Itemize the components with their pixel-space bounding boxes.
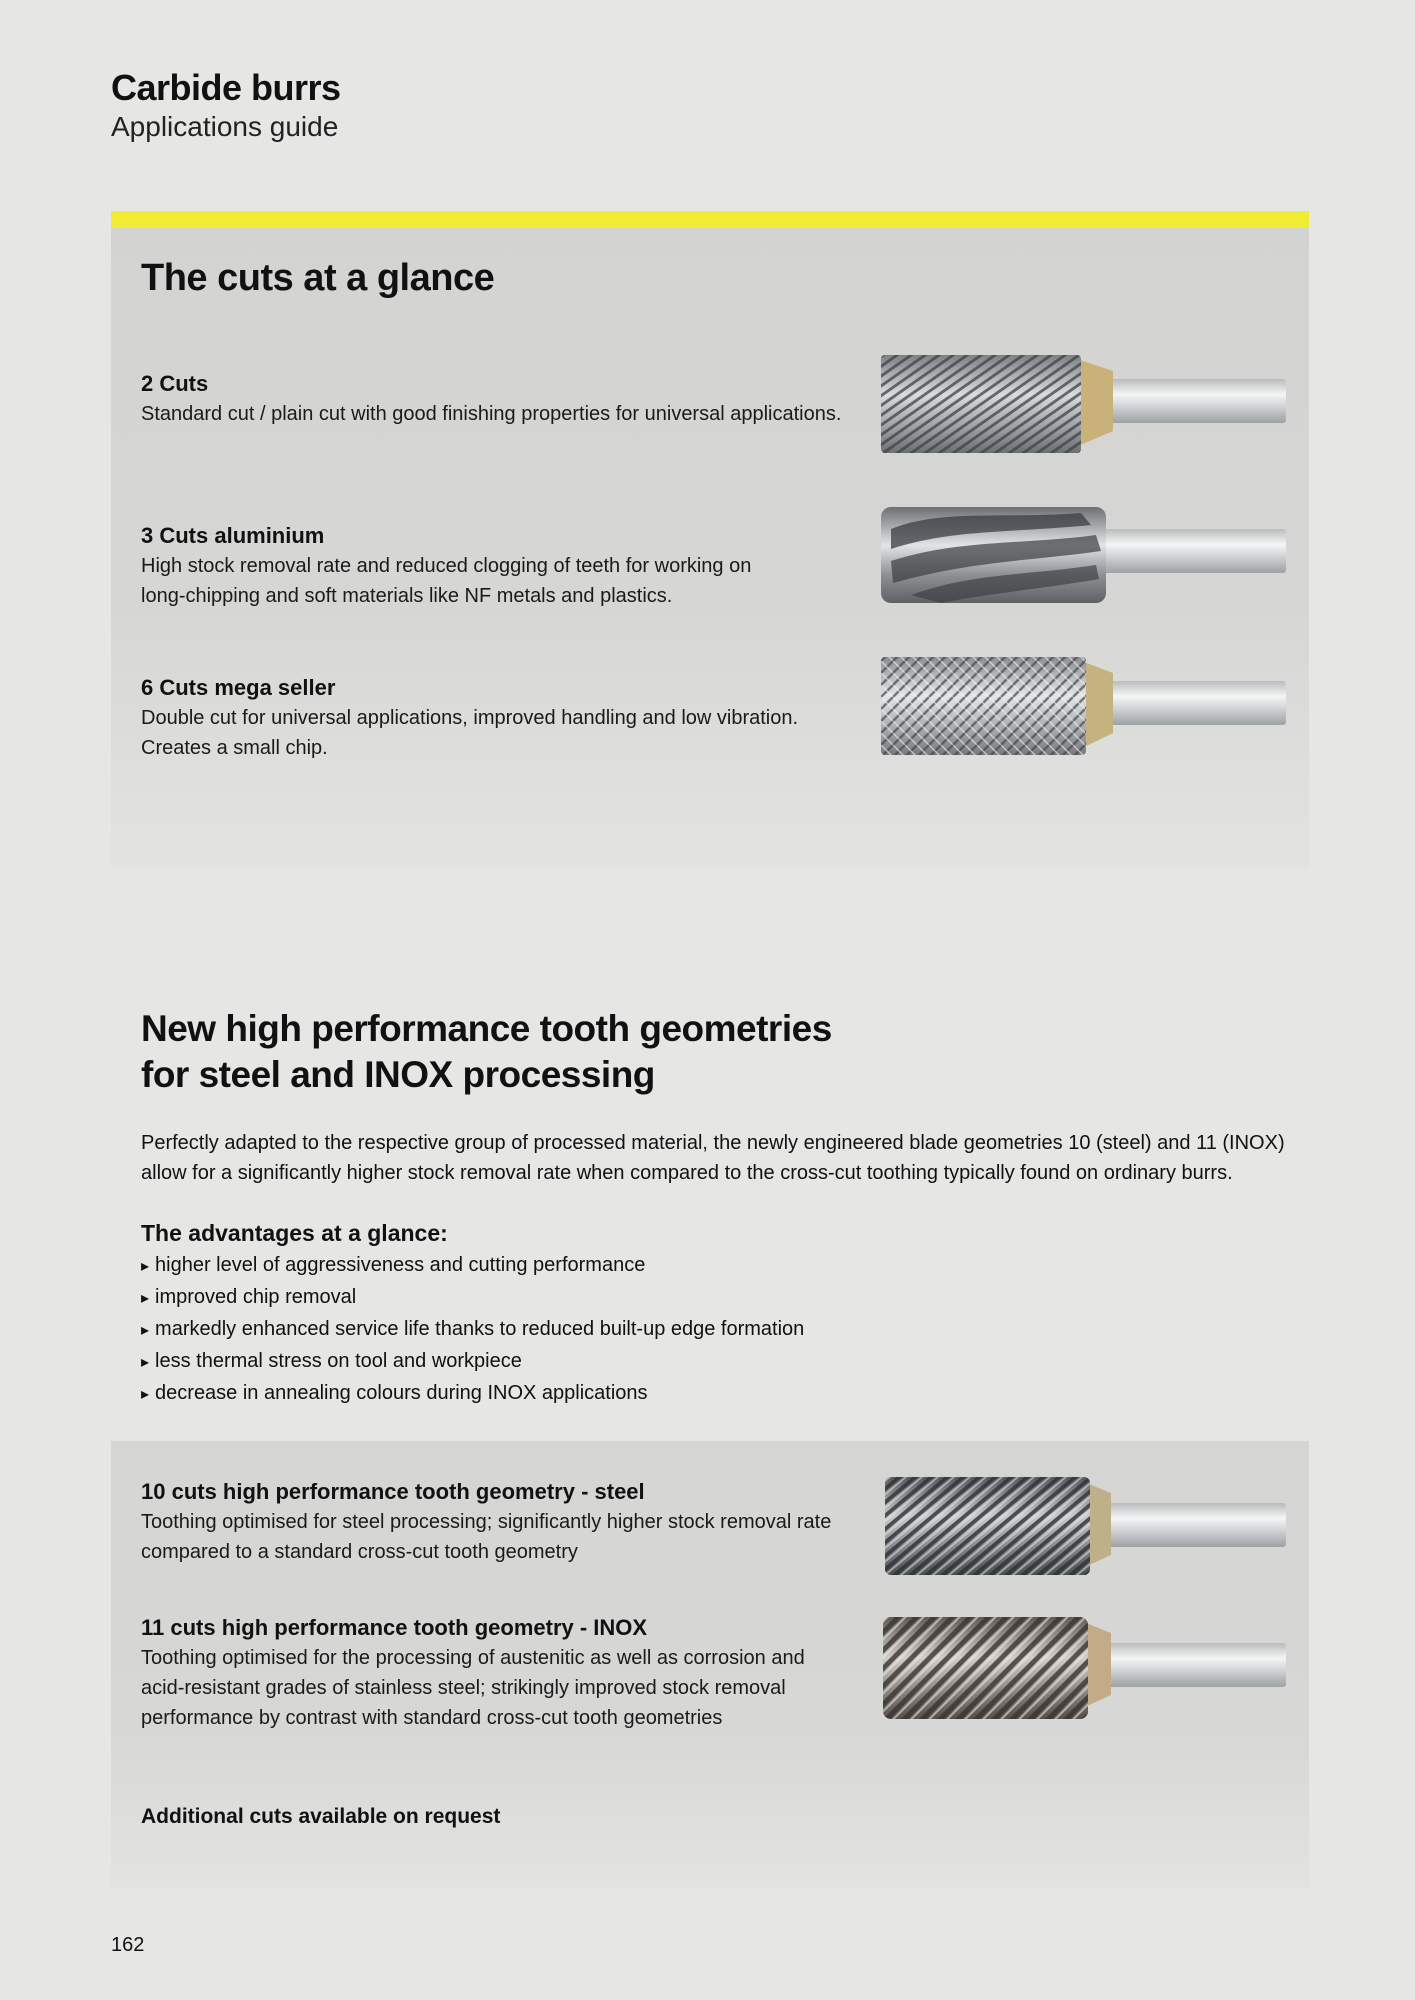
additional-cuts-note: Additional cuts available on request bbox=[141, 1805, 501, 1828]
cut-description: High stock removal rate and reduced clogging of teeth for working on bbox=[141, 555, 752, 577]
accent-bar bbox=[111, 211, 1309, 228]
cuts-overview-panel bbox=[111, 211, 1309, 869]
intro-line: Perfectly adapted to the respective group of processed material, the newly engineered blade geometries 10 (steel) and 11 (INOX) bbox=[141, 1132, 1285, 1154]
burr-6-cuts-image bbox=[881, 649, 1291, 769]
cut-name: 6 Cuts mega seller bbox=[141, 675, 336, 700]
cut-description: Toothing optimised for steel processing; significantly higher stock removal rate bbox=[141, 1511, 832, 1533]
section-intro bbox=[141, 1128, 1301, 1188]
section-title-line-1: New high performance tooth geometries bbox=[141, 1008, 832, 1049]
advantage-item: ▸ less thermal stress on tool and workpiece bbox=[141, 1346, 1301, 1378]
section-title-line-2: for steel and INOX processing bbox=[141, 1054, 655, 1095]
advantage-item: ▸ improved chip removal bbox=[141, 1282, 1301, 1314]
advantages-list bbox=[141, 1250, 1301, 1410]
section-title bbox=[141, 1006, 1301, 1098]
cut-name: 3 Cuts aluminium bbox=[141, 523, 325, 548]
advantage-item: ▸ higher level of aggressiveness and cutting performance bbox=[141, 1250, 1301, 1282]
cut-description: performance by contrast with standard cross-cut tooth geometries bbox=[141, 1707, 723, 1729]
cut-name: 2 Cuts bbox=[141, 371, 209, 396]
burr-10-cuts-steel-image bbox=[881, 1463, 1291, 1583]
high-performance-cuts-panel bbox=[111, 1441, 1309, 1889]
burr-11-cuts-inox-image bbox=[881, 1613, 1291, 1733]
high-performance-section bbox=[141, 1006, 1301, 1410]
cut-item-6-cuts-mega-seller bbox=[141, 673, 881, 763]
cut-description: compared to a standard cross-cut tooth geometry bbox=[141, 1541, 578, 1563]
intro-line: allow for a significantly higher stock removal rate when compared to the cross-cut toothing typically found on ordinary burrs. bbox=[141, 1162, 1233, 1184]
page-number: 162 bbox=[111, 1934, 145, 1956]
cuts-overview-title: The cuts at a glance bbox=[141, 257, 495, 299]
advantage-item: ▸ decrease in annealing colours during INOX applications bbox=[141, 1378, 1301, 1410]
page-title: Carbide burrs bbox=[111, 67, 341, 108]
burr-2-cuts-image bbox=[881, 345, 1291, 465]
cut-description: Toothing optimised for the processing of austenitic as well as corrosion and bbox=[141, 1647, 805, 1669]
cut-description: acid-resistant grades of stainless steel; strikingly improved stock removal bbox=[141, 1677, 786, 1699]
advantage-item: ▸ markedly enhanced service life thanks to reduced built-up edge formation bbox=[141, 1314, 1301, 1346]
cut-name: 10 cuts high performance tooth geometry - steel bbox=[141, 1479, 645, 1504]
cut-description: long-chipping and soft materials like NF metals and plastics. bbox=[141, 585, 673, 607]
advantages-title: The advantages at a glance: bbox=[141, 1220, 448, 1246]
page-header bbox=[111, 66, 341, 144]
cut-description: Double cut for universal applications, improved handling and low vibration. bbox=[141, 707, 799, 729]
burr-3-cuts-aluminium-image bbox=[881, 499, 1291, 619]
cut-description: Creates a small chip. bbox=[141, 737, 328, 759]
cut-item-3-cuts-aluminium bbox=[141, 521, 881, 611]
cut-item-11-cuts-inox bbox=[141, 1613, 881, 1733]
cut-item-2-cuts bbox=[141, 369, 881, 429]
page-subtitle: Applications guide bbox=[111, 111, 339, 142]
cut-item-10-cuts-steel bbox=[141, 1477, 881, 1567]
cut-name: 11 cuts high performance tooth geometry - INOX bbox=[141, 1615, 648, 1640]
cut-description: Standard cut / plain cut with good finishing properties for universal applications. bbox=[141, 403, 842, 425]
